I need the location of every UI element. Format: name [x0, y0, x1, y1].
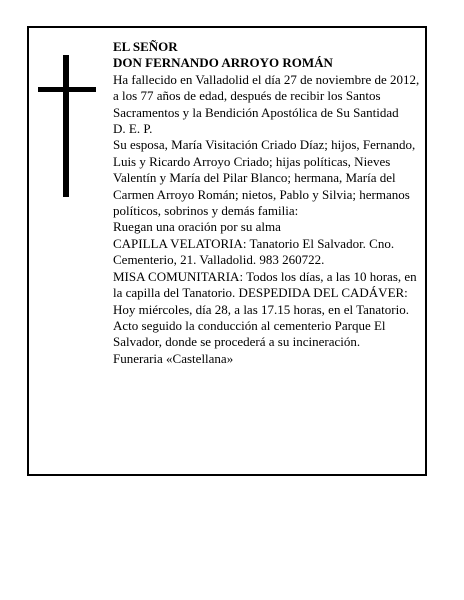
funeral-home: Funeraria «Castellana» — [113, 350, 234, 366]
chapel-info: CAPILLA VELATORIA: Tanatorio El Salvador. Cno. Cementerio, 21. Valladolid. 983 260722. — [113, 235, 395, 268]
obituary-text — [113, 39, 421, 367]
dep-line: D. E. P. — [113, 121, 153, 137]
death-announcement: Ha fallecido en Valladolid el día 27 de noviembre de 2012, a los 77 años de edad, después de recibir los Santos Sacramentos y la Bendición Apostólica de Su Santidad — [113, 71, 420, 120]
cross-vertical-bar — [63, 55, 69, 197]
title-line-1: EL SEÑOR — [113, 39, 178, 54]
deceased-name: DON FERNANDO ARROYO ROMÁN — [113, 55, 333, 71]
family-list: Su esposa, María Visitación Criado Díaz; hijos, Fernando, Luis y Ricardo Arroyo Criado; hijas políticas, Nieves Valentín y María del Pilar Blanco; hermana, María del Carmen Arroyo Román; nietos, Pablo y Silvia; hermanos políticos, sobrinos y demás familia: — [113, 137, 416, 219]
mass-info: MISA COMUNITARIA: Todos los días, a las 10 horas, en la capilla del Tanatorio. DESPEDIDA DEL CADÁVER: Hoy miércoles, día 28, a las 17.15 horas, en el Tanatorio. Acto seguido la conducción al cementerio Parque El Salvador, donde se procederá a su incineración. — [113, 268, 417, 350]
cross-horizontal-bar — [38, 87, 96, 92]
cross-icon — [38, 55, 98, 197]
prayer-request: Ruegan una oración por su alma — [113, 219, 281, 235]
